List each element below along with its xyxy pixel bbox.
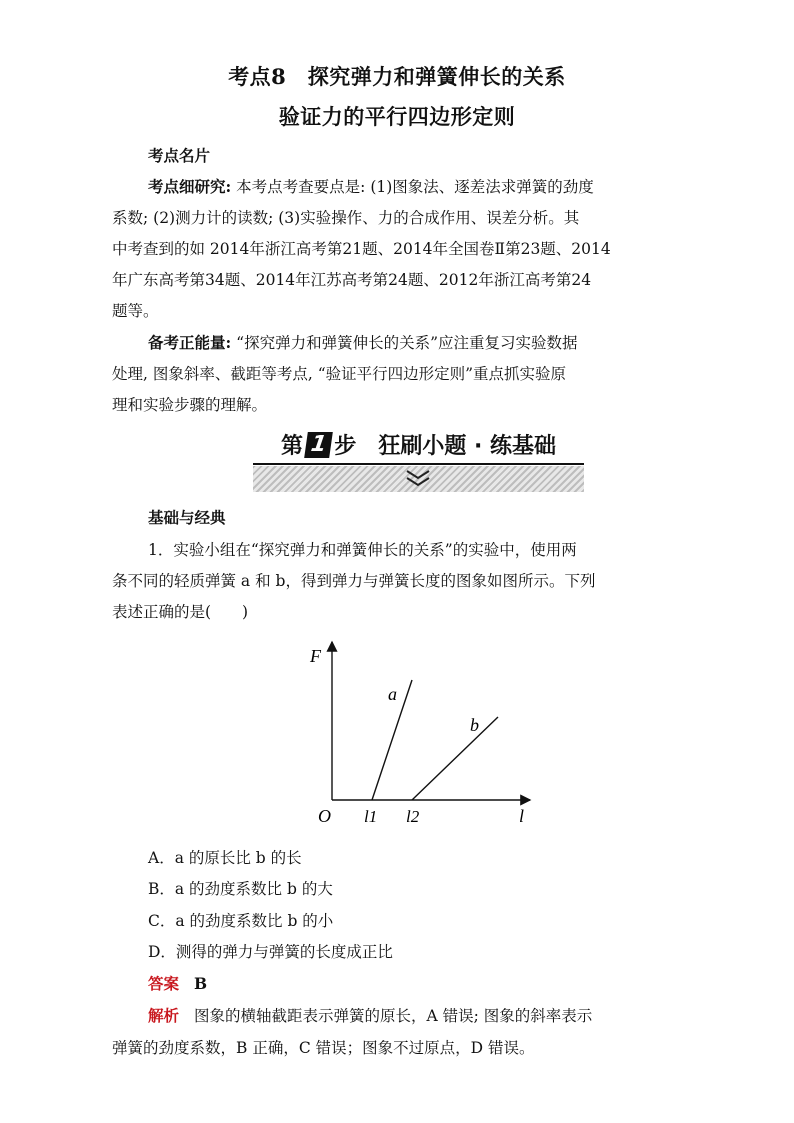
step-banner	[253, 426, 584, 492]
section-heading: 考点名片	[148, 146, 211, 165]
option-b: B．a 的劲度系数比 b 的大	[148, 880, 333, 898]
force-length-graph	[292, 632, 542, 832]
banner-hatch	[253, 466, 584, 492]
detail-paragraph-line: 系数; (2)测力计的读数; (3)实验操作、力的合成作用、误差分析。其	[112, 209, 580, 227]
page-title: 考点8 探究弹力和弹簧伸长的关系	[228, 64, 566, 89]
step-number-badge: 1	[304, 432, 333, 458]
detail-paragraph-line: 题等。	[112, 302, 159, 320]
banner-divider	[253, 463, 584, 465]
answer-value: B	[193, 974, 208, 993]
question-text-line: 条不同的轻质弹簧 a 和 b，得到弹力与弹簧长度的图象如图所示。下列	[112, 572, 596, 590]
option-a: A．a 的原长比 b 的长	[148, 849, 302, 867]
answer-line	[148, 974, 726, 994]
banner-suffix: 步 狂刷小题 · 练基础	[334, 434, 556, 459]
question-text-line: 表述正确的是( )	[112, 603, 249, 621]
y-axis-label: F	[310, 646, 321, 666]
analysis-label: 解析	[148, 1006, 180, 1025]
prep-label: 备考正能量:	[148, 333, 232, 352]
tick-label-l2: l2	[406, 807, 420, 826]
option-d: D．测得的弹力与弹簧的长度成正比	[148, 943, 393, 961]
prep-text: “探究弹力和弹簧伸长的关系”应注重复习实验数据	[236, 334, 578, 352]
x-axis-label: l	[519, 806, 525, 826]
prep-paragraph-line: 理和实验步骤的理解。	[112, 396, 268, 414]
banner-title	[253, 426, 584, 463]
line-b-label: b	[470, 715, 479, 735]
detail-label: 考点细研究:	[148, 177, 232, 196]
line-a-label: a	[388, 684, 397, 704]
analysis-line: 弹簧的劲度系数，B 正确，C 错误；图象不过原点，D 错误。	[112, 1039, 535, 1057]
detail-paragraph-line: 年广东高考第34题、2014年江苏高考第24题、2012年浙江高考第24	[112, 271, 592, 289]
tick-label-l1: l1	[364, 807, 378, 826]
detail-paragraph-line	[148, 177, 726, 197]
line-b	[412, 717, 498, 800]
detail-paragraph-line: 中考查到的如 2014年浙江高考第21题、2014年全国卷Ⅱ第23题、2014	[112, 240, 611, 258]
detail-text: 本考点考查要点是: (1)图象法、逐差法求弹簧的劲度	[236, 178, 594, 196]
banner-prefix: 第	[280, 434, 303, 459]
subsection-heading: 基础与经典	[148, 508, 226, 527]
prep-paragraph-line: 处理, 图象斜率、截距等考点, “验证平行四边形定则”重点抓实验原	[112, 365, 567, 383]
option-c: C．a 的劲度系数比 b 的小	[148, 912, 334, 930]
origin-label: O	[318, 806, 331, 826]
page-subtitle: 验证力的平行四边形定则	[278, 104, 516, 129]
prep-paragraph-line	[148, 333, 726, 353]
question-text-line: 1．实验小组在“探究弹力和弹簧伸长的关系”的实验中，使用两	[148, 541, 577, 559]
analysis-text: 图象的横轴截距表示弹簧的原长，A 错误; 图象的斜率表示	[193, 1007, 593, 1025]
answer-label: 答案	[148, 974, 180, 993]
double-chevron-down-icon	[253, 466, 584, 492]
analysis-line	[148, 1006, 726, 1026]
